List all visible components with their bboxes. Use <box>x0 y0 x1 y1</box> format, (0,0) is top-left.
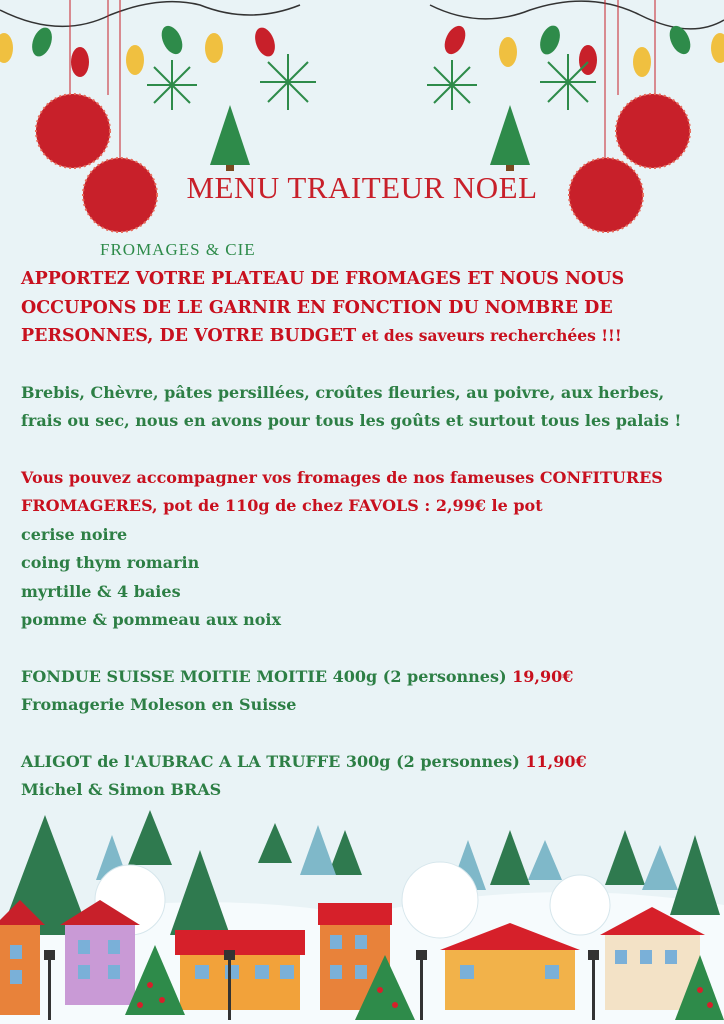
intro-caps: APPORTEZ VOTRE PLATEAU DE FROMAGES ET NOUS NOUS OCCUPONS DE LE GARNIR EN FONCTION DU NOMBRE DE PERSONNES, DE VOTRE BUDGET <box>21 269 625 346</box>
intro-paragraph <box>21 265 711 351</box>
intro-tail: et des saveurs recherchées !!! <box>356 326 622 345</box>
section-subtitle: FROMAGES & CIE <box>100 240 256 259</box>
aligot-producer: Michel & Simon BRAS <box>21 780 222 799</box>
aligot-line <box>21 748 711 777</box>
cheese-line-2: frais ou sec, nous en avons pour tous les goûts et surtout tous les palais ! <box>21 411 682 430</box>
ornament-bauble-icon <box>36 94 690 232</box>
aligot-name: ALIGOT de l'AUBRAC A LA TRUFFE 300g (2 personnes) <box>21 751 526 771</box>
confitures-text: Vous pouvez accompagner vos fromages de nos fameuses CONFITURES FROMAGERES, pot de 110g de chez FAVOLS : 2,99€ le pot <box>21 467 663 515</box>
menu-content <box>21 265 711 805</box>
menu-title: MENU TRAITEUR NOEL <box>186 170 538 205</box>
winter-village-illustration <box>0 805 724 1024</box>
confiture-item: coing thym romarin <box>21 553 200 572</box>
confiture-item: myrtille & 4 baies <box>21 581 181 601</box>
fondue-producer: Fromagerie Moleson en Suisse <box>21 695 297 714</box>
fondue-name: FONDUE SUISSE MOITIE MOITIE 400g (2 personnes) <box>21 666 513 686</box>
confiture-item: pomme & pommeau aux noix <box>21 610 281 629</box>
cheese-line-1: Brebis, Chèvre, pâtes persillées, croûtes fleuries, au poivre, aux herbes, <box>21 382 665 402</box>
fondue-line <box>21 663 711 692</box>
christmas-tree-icon <box>210 105 530 171</box>
confiture-item: cerise noire <box>21 524 128 544</box>
fondue-price: 19,90€ <box>512 666 574 686</box>
bulb-icon <box>0 23 279 77</box>
aligot-price: 11,90€ <box>525 751 587 771</box>
